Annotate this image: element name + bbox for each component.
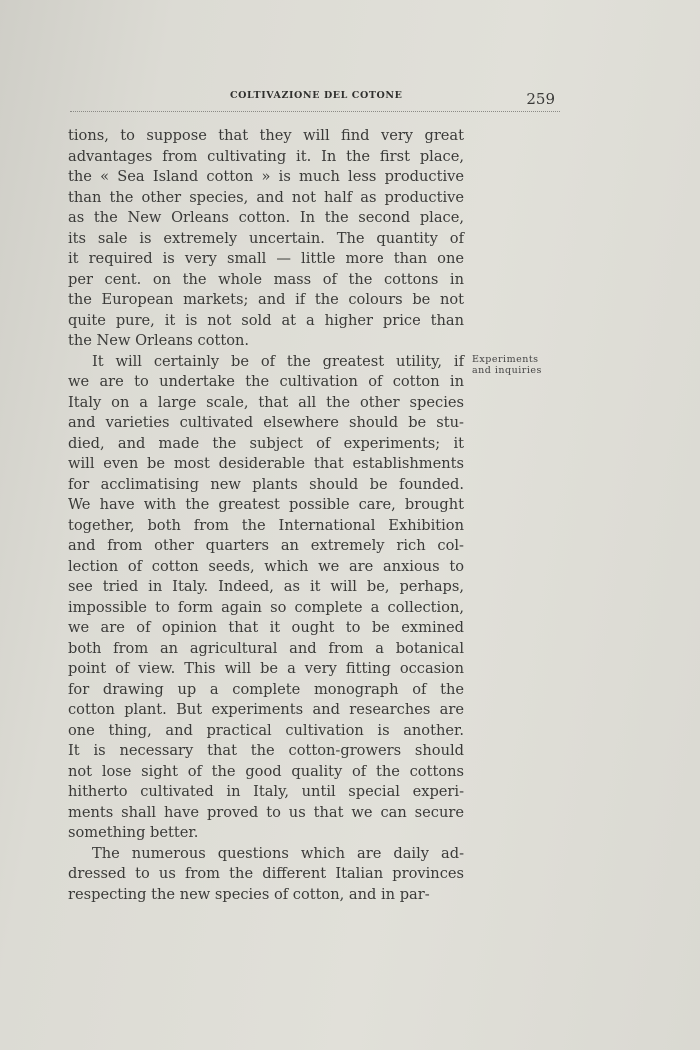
text-line: something better. bbox=[68, 824, 199, 841]
text-line: hitherto cultivated in Italy, until special experi- bbox=[68, 783, 464, 800]
text-line: one thing, and practical cultivation is another. bbox=[68, 721, 464, 739]
page-number: 259 bbox=[526, 90, 555, 108]
text-line: dressed to us from the different Italian provinces bbox=[68, 865, 464, 882]
text-line: we are of opinion that it ought to be exmined bbox=[68, 619, 464, 636]
text-line: We have with the greatest possible care, brought bbox=[68, 496, 464, 513]
header-rule bbox=[70, 111, 560, 112]
text-line: Italy on a large scale, that all the other species bbox=[68, 393, 464, 411]
text-line: will even be most desiderable that establishments bbox=[68, 455, 464, 472]
margin-note-line: Experiments bbox=[472, 354, 539, 365]
text-line: It will certainly be of the greatest utility, if bbox=[92, 352, 464, 370]
text-line: than the other species, and not half as productive bbox=[68, 188, 464, 206]
text-line: it required is very small — little more than one bbox=[68, 250, 464, 267]
paragraph bbox=[68, 126, 464, 352]
text-line: impossible to form again so complete a collection, bbox=[68, 598, 464, 616]
text-line: the European markets; and if the colours be not bbox=[68, 291, 464, 308]
text-line: for acclimatising new plants should be founded. bbox=[68, 475, 464, 493]
text-line: and varieties cultivated elsewhere should be stu- bbox=[68, 414, 464, 431]
text-line: per cent. on the whole mass of the cottons in bbox=[68, 270, 464, 288]
text-line: ments shall have proved to us that we can secure bbox=[68, 803, 464, 821]
text-line: the New Orleans cotton. bbox=[68, 332, 250, 349]
running-title: COLTIVAZIONE DEL COTONE bbox=[230, 90, 403, 101]
text-line: The numerous questions which are daily ad- bbox=[92, 844, 464, 862]
text-line: see tried in Italy. Indeed, as it will be, perhaps, bbox=[68, 578, 464, 595]
text-line: quite pure, it is not sold at a higher price than bbox=[68, 311, 464, 329]
paragraph bbox=[68, 352, 464, 844]
text-line: its sale is extremely uncertain. The quantity of bbox=[68, 229, 464, 247]
text-line: It is necessary that the cotton-growers should bbox=[68, 742, 464, 759]
body-text bbox=[68, 126, 464, 905]
text-line: and from other quarters an extremely rich col- bbox=[68, 537, 464, 554]
text-line: we are to undertake the cultivation of cotton in bbox=[68, 373, 464, 390]
text-line: together, both from the International Exhibition bbox=[68, 516, 464, 534]
text-line: not lose sight of the good quality of the cottons bbox=[68, 762, 464, 780]
text-line: tions, to suppose that they will find very great bbox=[68, 127, 464, 144]
running-header bbox=[70, 88, 555, 108]
text-line: respecting the new species of cotton, and in par- bbox=[68, 885, 430, 903]
text-line: for drawing up a complete monograph of the bbox=[68, 680, 464, 698]
text-line: both from an agricultural and from a botanical bbox=[68, 639, 464, 657]
text-line: cotton plant. But experiments and researches are bbox=[68, 701, 464, 718]
text-line: point of view. This will be a very fitting occasion bbox=[68, 660, 464, 677]
text-line: lection of cotton seeds, which we are anxious to bbox=[68, 557, 464, 575]
text-line: as the New Orleans cotton. In the second place, bbox=[68, 209, 464, 226]
text-line: the « Sea Island cotton » is much less productive bbox=[68, 168, 464, 185]
text-line: died, and made the subject of experiments; it bbox=[68, 434, 464, 452]
paragraph bbox=[68, 844, 464, 906]
margin-note bbox=[472, 354, 542, 376]
text-line: advantages from cultivating it. In the first place, bbox=[68, 147, 464, 165]
margin-note-line: and inquiries bbox=[472, 365, 542, 376]
